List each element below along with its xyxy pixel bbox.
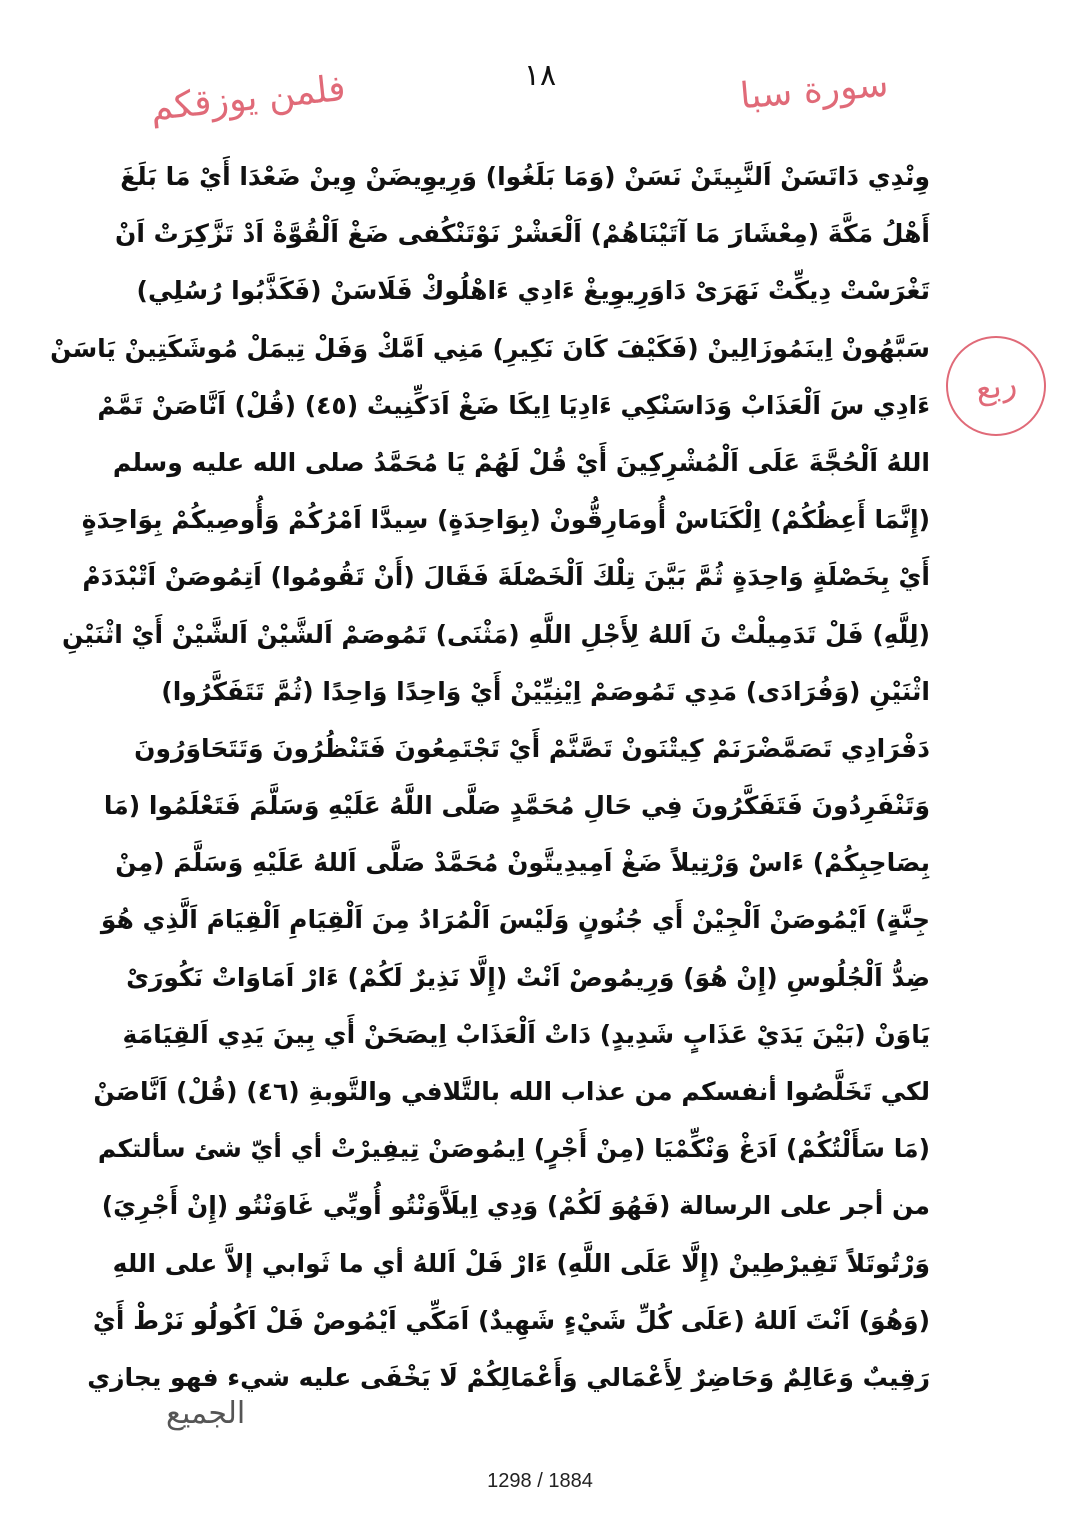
- page-number: ١٨: [523, 58, 557, 93]
- text-line: يَاوَنْ (بَيْنَ يَدَيْ عَذَابٍ شَدِيدٍ) دَاتْ اَلْعَذَابْ اِيصَحَنْ أَي بِينَ يَدِي اَلقِيَامَةِ: [122, 1019, 930, 1049]
- text-line: (مَا سَأَلْتُكُمْ) اَدَغْ وَنْكِّمْيَا (مِنْ أَجْرٍ) اِيمُوصَنْ تِيفِيرْتْ أي أيّ شئ سألتكم: [97, 1134, 930, 1164]
- text-line: وِنْدِي دَاتَسَنْ اَلنَّبِيتَنْ نَسَنْ (وَمَا بَلَغُوا) وَرِيوِيضَنْ وِينْ ضَعْدَا أَيْ مَا بَلَغَ: [120, 162, 930, 191]
- text-line: دَفْرَادِي تَصَمَّضْرَنَمْ كِيتْنَونْ تَصَّنَّمْ أَيْ تَجْتَمِعُونَ فَتَنْظُرُونَ وَتَتَحَاوَرُونَ: [134, 733, 930, 763]
- page-counter: 1298 / 1884: [487, 1470, 593, 1492]
- text-line: اثْنَيْنِ (وَفُرَادَى) مَدِي تَمُوصَمْ اِيْنِيِّيْنْ أَيْ وَاحِدًا وَاحِدًا (ثُمَّ تَتَفَكَّرُوا): [161, 676, 930, 706]
- margin-quarter-note: ربع: [972, 363, 1020, 409]
- text-line: وَرْتُوتَلاً تَفِيرْطِينْ (إِلَّا عَلَى اللَّهِ) ءَارْ فَلْ اَللهُ أي ما ثَوابي إلاَّ على اللهِ: [112, 1248, 930, 1278]
- text-line: أَهْلُ مَكَّةَ (مِعْشَارَ مَا آتَيْنَاهُمْ) اَلْعَشْرْ نَوْتَنْكُفى ضَغْ اَلْقُوَّةْ اَدْ تَزَّكِرَتْ اَنْ: [115, 219, 930, 249]
- text-line: وَتَنْفَرِدُونَ فَتَفَكَّرُونَ فِي حَالِ مُحَمَّدٍ صَلَّى اللَّهُ عَلَيْهِ وَسَلَّمَ فَتَعْلَمُوا (مَا: [103, 791, 930, 821]
- text-line: سَبَّهُونْ اِينَمُوزَالِينْ (فَكَيْفَ كَانَ نَكِيرِ) مَنِي اَمَّكْ وَفَلْ تِيمَلْ مُوشَكَتِينْ يَاسَنْ: [50, 333, 930, 363]
- text-line: (لِلَّهِ) فَلْ تَدَمِيلْتْ نَ اَللهُ لِأَجْلِ اللَّهِ (مَثْنَى) تَمُوصَمْ اَلشَّيْنْ اَلشَّيْنْ أَيْ اثْنَيْنِ: [61, 619, 930, 649]
- text-line: (وَهُوَ) اَنْتَ اَللهُ (عَلَى كُلِّ شَيْءٍ شَهِيدٌ) اَمَكِّي اَيْمُوصْ فَلْ اَكُولُو نَرْطْ أَيْ: [92, 1305, 930, 1335]
- margin-circle-mark: [946, 336, 1046, 436]
- text-line: ءَادِي سَ اَلْعَذَابْ وَدَاسَنْكِي ءَادِيَا اِيكَا ضَغْ اَدَكِّنِيتْ (٤٥) (قُلْ) اَنَّاصَنْ تَمَّمْ: [97, 390, 930, 420]
- text-line: ضِدُّ اَلْجُلُوسِ (إِنْ هُوَ) وَرِيمُوصْ اَنْتْ (إِلَّا نَذِيرٌ لَكُمْ) ءَارْ اَمَاوَاتْ نَكُورَىْ: [126, 962, 930, 992]
- handwritten-surah-name: سورة سبا: [738, 63, 890, 118]
- text-line: بِصَاحِبِكُمْ) ءَاسْ وَرْتِيلاً ضَغْ اَمِيدِيتَّونْ مُحَمَّدْ صَلَّى اَللهُ عَلَيْهِ وَسَلَّمَ (مِنْ: [115, 848, 930, 878]
- text-line: اللهُ اَلْحُجَّةَ عَلَى اَلْمُشْرِكِينَ أَيْ قُلْ لَهُمْ يَا مُحَمَّدُ صلى الله عليه وسلم: [112, 447, 930, 477]
- text-line: تَغْرَسْتْ دِيكِّتْ نَهَرَىْ دَاوَرِيوِيغْ ءَادِي ءَاهْلُوكْ فَلَاسَنْ (فَكَذَّبُوا رُسُلِي): [136, 276, 930, 306]
- text-line: أَيْ بِخَصْلَةٍ وَاحِدَةٍ ثُمَّ بَيَّنَ تِلْكَ اَلْخَصْلَةَ فَقَالَ (أَنْ تَقُومُوا) اَتِمُوصَنْ اَتْبْدَدَمْ: [82, 562, 930, 592]
- text-line: جِنَّةٍ) اَيْمُوصَنْ اَلْجِيْنْ أَي جُنُونٍ وَلَيْسَ اَلْمُرَادُ مِنَ اَلْقِيَامِ اَلْقِيَامَ اَلَّذِي هُوَ: [100, 905, 930, 935]
- handwritten-note-left: فلمن يوزقكم: [148, 67, 348, 130]
- body-text: [50, 148, 930, 1406]
- text-line: (إِنَّمَا أَعِظُكُمْ) اِلْكَنَاسْ أُومَارِقُّونْ (بِوَاحِدَةٍ) سِيدَّا اَمْرُكُمْ وَأُوصِيكُمْ بِوَاحِدَةٍ: [81, 505, 930, 535]
- text-line: لكي تَخَلَّصُوا أنفسكم من عذاب الله بالتَّلافي والتَّوبةِ (٤٦) (قُلْ) اَنَّاصَنْ: [93, 1077, 930, 1106]
- handwritten-catchword: الجميع: [166, 1396, 246, 1431]
- text-line: من أجر على الرسالة (فَهُوَ لَكُمْ) وَدِي اِيلَاَّوَنْتُو أُويِّي غَاوَنْتُو (إِنْ أَجْرِيَ): [101, 1191, 930, 1221]
- text-line: رَقِيبٌ وَعَالِمٌ وَحَاضِرٌ لِأَعْمَالي وَأَعْمَالِكُمْ لَا يَخْفَى عليه شيء فهو يجازي: [87, 1362, 930, 1392]
